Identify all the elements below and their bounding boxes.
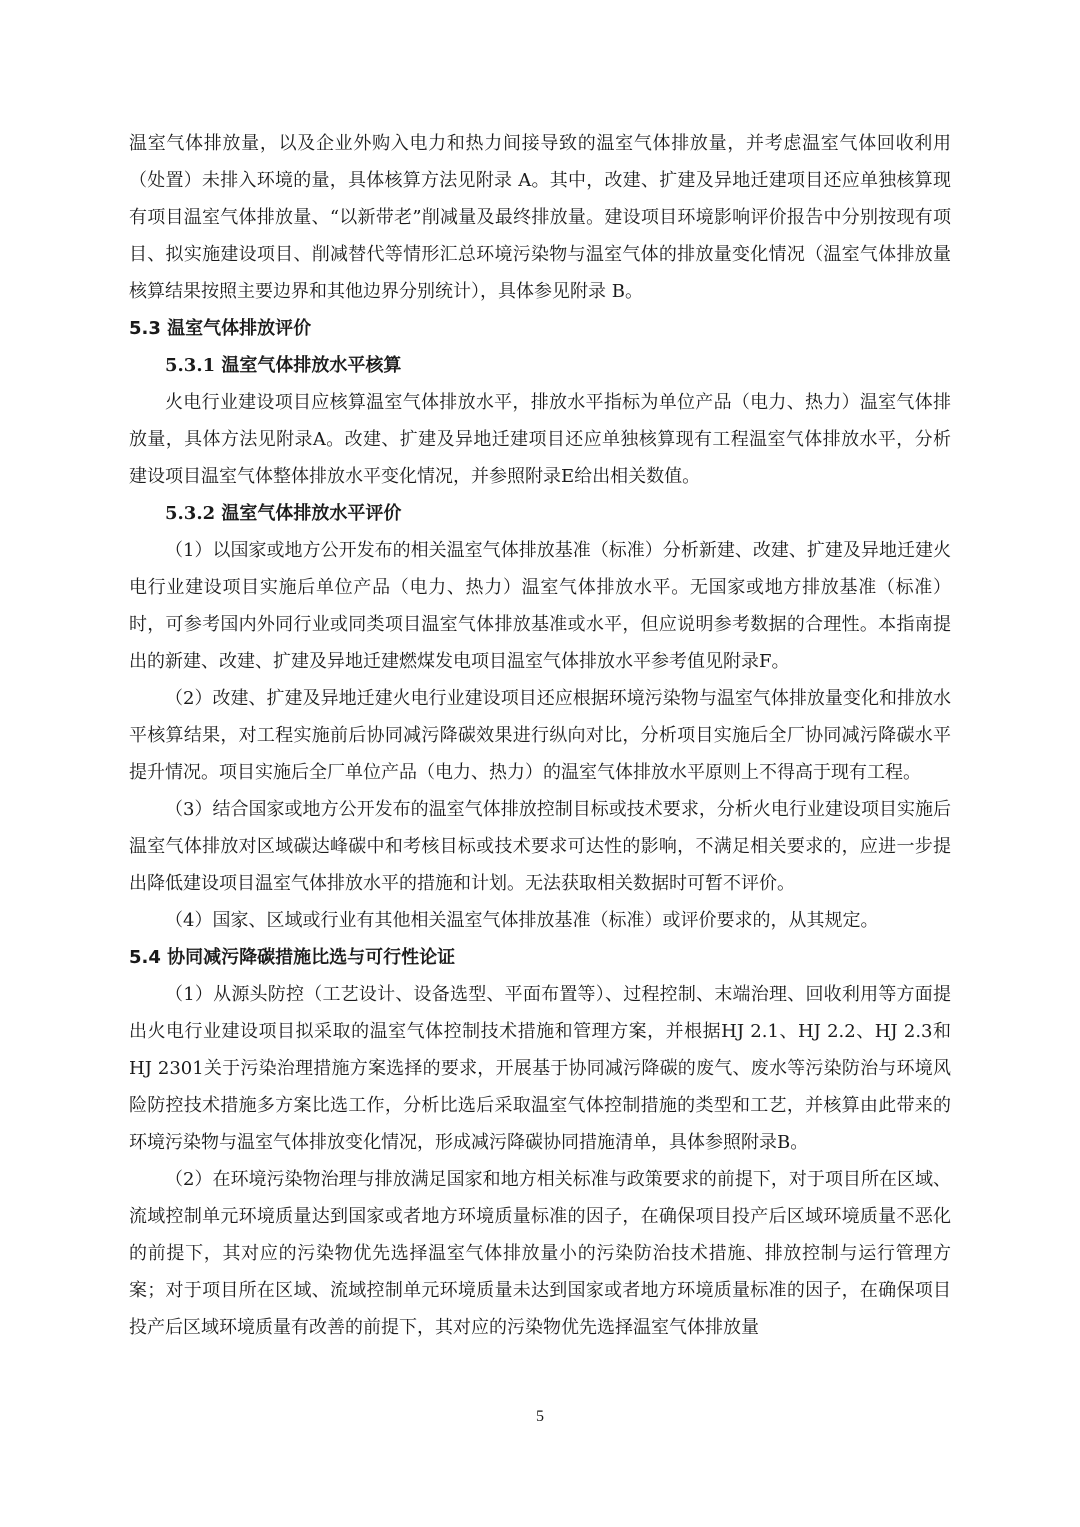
section-heading-5-3-1: 5.3.1 温室气体排放水平核算	[165, 355, 402, 376]
paragraph-5-3-2-item-4: （4）国家、区域或行业有其他相关温室气体排放基准（标准）或评价要求的，从其规定。	[165, 910, 879, 931]
paragraph-5-3-2-item-1: （1）以国家或地方公开发布的相关温室气体排放基准（标准）分析新建、改建、扩建及异地迁建火电行业建设项目实施后单位产品（电力、热力）温室气体排放水平。无国家或地方排放基准（标准）时，可参考国内外同行业或同类项目温室气体排放基准或水平，但应说明参考数据的合理性。本指南提出的新建、改建、扩建及异地迁建燃煤发电项目温室气体排放水平参考值见附录F。	[129, 540, 951, 672]
paragraph-5-3-2-item-3: （3）结合国家或地方公开发布的温室气体排放控制目标或技术要求，分析火电行业建设项目实施后温室气体排放对区域碳达峰碳中和考核目标或技术要求可达性的影响，不满足相关要求的，应进一步提出降低建设项目温室气体排放水平的措施和计划。无法获取相关数据时可暂不评价。	[129, 799, 951, 894]
intro-paragraph: 温室气体排放量，以及企业外购入电力和热力间接导致的温室气体排放量，并考虑温室气体回收利用（处置）未排入环境的量，具体核算方法见附录 A。其中，改建、扩建及异地迁建项目还应单独核算现有项目温室气体排放量、“以新带老”削减量及最终排放量。建设项目环境影响评价报告中分别按现有项目、拟实施建设项目、削减替代等情形汇总环境污染物与温室气体的排放量变化情况（温室气体排放量核算结果按照主要边界和其他边界分别统计），具体参见附录 B。	[129, 133, 951, 302]
paragraph-5-3-1: 火电行业建设项目应核算温室气体排放水平，排放水平指标为单位产品（电力、热力）温室气体排放量，具体方法见附录A。改建、扩建及异地迁建项目还应单独核算现有工程温室气体排放水平，分析建设项目温室气体整体排放水平变化情况，并参照附录E给出相关数值。	[129, 392, 951, 487]
paragraph-5-4-item-1: （1）从源头防控（工艺设计、设备选型、平面布置等）、过程控制、末端治理、回收利用等方面提出火电行业建设项目拟采取的温室气体控制技术措施和管理方案，并根据HJ 2.1、HJ 2.2、HJ 2.3和HJ 2301关于污染治理措施方案选择的要求，开展基于协同减污降碳的废气、废水等污染防治与环境风险防控技术措施多方案比选工作，分析比选后采取温室气体控制措施的类型和工艺，并核算由此带来的环境污染物与温室气体排放变化情况，形成减污降碳协同措施清单，具体参照附录B。	[129, 984, 951, 1153]
section-heading-5-3: 5.3 温室气体排放评价	[129, 318, 312, 339]
paragraph-5-4-item-2: （2）在环境污染物治理与排放满足国家和地方相关标准与政策要求的前提下，对于项目所在区域、流域控制单元环境质量达到国家或者地方环境质量标准的因子，在确保项目投产后区域环境质量不恶化的前提下，其对应的污染物优先选择温室气体排放量小的污染防治技术措施、排放控制与运行管理方案；对于项目所在区域、流域控制单元环境质量未达到国家或者地方环境质量标准的因子，在确保项目投产后区域环境质量有改善的前提下，其对应的污染物优先选择温室气体排放量	[129, 1169, 951, 1338]
page-body	[129, 125, 951, 1346]
page-number: 5	[536, 1408, 544, 1425]
paragraph-5-3-2-item-2: （2）改建、扩建及异地迁建火电行业建设项目还应根据环境污染物与温室气体排放量变化和排放水平核算结果，对工程实施前后协同减污降碳效果进行纵向对比，分析项目实施后全厂协同减污降碳水平提升情况。项目实施后全厂单位产品（电力、热力）的温室气体排放水平原则上不得高于现有工程。	[129, 688, 951, 783]
section-heading-5-3-2: 5.3.2 温室气体排放水平评价	[165, 503, 402, 524]
section-heading-5-4: 5.4 协同减污降碳措施比选与可行性论证	[129, 947, 456, 968]
